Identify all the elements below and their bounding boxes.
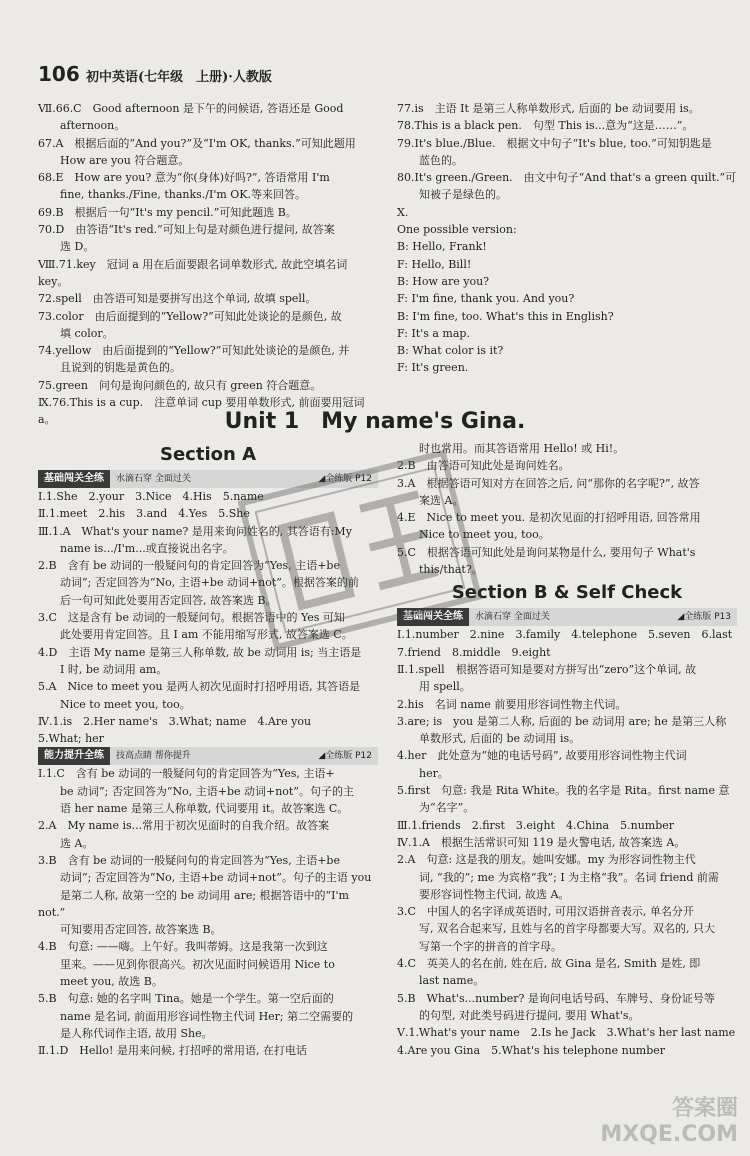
answer-line: 67.A 根据后面的“And you?”及“I'm OK, thanks.”可知此题用 <box>38 136 356 150</box>
answer-line: F: Hello, Bill! <box>397 257 472 271</box>
answer-line: afternoon。 <box>38 119 126 133</box>
answer-line: Ⅰ.1.C 含有 be 动词的一般疑问句的肯定回答为“Yes, 主语+ <box>38 767 335 781</box>
answer-line: B: Hello, Frank! <box>397 240 487 254</box>
answer-line: 选 D。 <box>38 240 95 254</box>
answer-line: Ⅰ.1.number 2.nine 3.family 4.telephone 5.seven 6.last <box>397 628 733 642</box>
answer-line: 77.is 主语 It 是第三人称单数形式, 后面的 be 动词要用 is。 <box>397 102 700 115</box>
answer-line: 4.B 句意: ——嗨。上午好。我叫蒂姆。这是我第一次到这 <box>38 940 328 954</box>
answer-line: 4.E Nice to meet you. 是初次见面的打招呼用语, 回答常用 <box>397 511 701 525</box>
section-a-heading: Section A <box>160 444 256 465</box>
answer-line: 要形容词性物主代词, 故选 A。 <box>397 887 570 901</box>
answer-line: 74.yellow 由后面提到的“Yellow?”可知此处谈论的是颜色, 并 <box>38 344 350 358</box>
answer-line: B: What color is it? <box>397 344 504 358</box>
answer-line: 动词”; 否定回答为“No, 主语+be 动词+not”。根据答案的前 <box>38 576 359 590</box>
answer-line: 可知要用否定回答, 故答案选 B。 <box>38 923 222 937</box>
answer-line: Ⅲ.1.A What's your name? 是用来询问姓名的, 其答语有:My <box>38 524 352 538</box>
answer-line: 2.B 含有 be 动词的一般疑问句的肯定回答为“Yes, 主语+be <box>38 559 340 573</box>
answer-line: 此处要用肯定回答。且 I am 不能用缩写形式, 故答案选 C。 <box>38 628 353 642</box>
answer-line: 为“名字”。 <box>397 801 475 815</box>
page-number: 106 <box>38 62 80 86</box>
answer-line: 且说到的钥匙是黄色的。 <box>38 361 181 375</box>
answer-line: 写第一个字的拼音的首字母。 <box>397 939 562 953</box>
answer-line: Ⅳ.1.is 2.Her name's 3.What; name 4.Are you <box>38 714 312 728</box>
answer-line: 的句型, 对此类号码进行提问, 要用 What's。 <box>397 1008 640 1022</box>
answer-line: One possible version: <box>397 223 517 237</box>
answer-line: meet you, 故选 B。 <box>38 975 163 989</box>
answer-line: 2.his 名词 name 前要用形容词性物主代词。 <box>397 697 627 711</box>
answer-line: Ⅱ.1.meet 2.his 3.and 4.Yes 5.She <box>38 507 250 521</box>
answer-line: last name。 <box>397 974 485 988</box>
answer-line: Ⅱ.1.D Hello! 是用来问候, 打招呼的常用语, 在打电话 <box>38 1044 307 1058</box>
answer-line: B: I'm fine, too. What's this in English? <box>397 309 614 323</box>
answer-line: 是人称代词作主语, 故用 She。 <box>38 1026 213 1040</box>
answer-line: name is.../I'm...或直接说出名字。 <box>38 541 234 555</box>
answer-line: 2.A 句意: 这是我的朋友。她叫安娜。my 为形容词性物主代 <box>397 853 696 867</box>
section-b-heading: Section B & Self Check <box>451 582 683 604</box>
answer-line: 79.It's blue./Blue. 根据文中句子“It's blue, too.”可知钥匙是 <box>397 136 712 150</box>
answer-line: 3.are; is you 是第二人称, 后面的 be 动词用 are; he 是第三人称 <box>397 714 727 728</box>
answer-line: 5.B 句意: 她的名字叫 Tina。她是一个学生。第一空后面的 <box>38 992 334 1006</box>
answer-line: 里来。——见到你很高兴。初次见面时问候语用 Nice to <box>38 957 335 971</box>
answer-line: 75.green 问句是询问颜色的, 故只有 green 符合题意。 <box>38 378 322 392</box>
answer-line: 是第二人称, 故第一空的 be 动词用 are; 根据答语中的“I'm not.” <box>38 888 349 919</box>
answer-line: 72.spell 由答语可知是要拼写出这个单词, 故填 spell。 <box>38 292 317 306</box>
answer-line: 动词”; 否定回答为“No, 主语+be 动词+not”。句子的主语 you <box>38 871 372 885</box>
answer-line: 后一句可知此处要用否定回答, 故答案选 B。 <box>38 593 277 607</box>
answer-line: her。 <box>397 766 449 780</box>
answer-line: 80.It's green./Green. 由文中句子“And that's a green quilt.”可 <box>397 171 737 185</box>
answer-line: 写, 双名合起来写, 且姓与名的首字母都要大写。双名的, 只大 <box>397 922 715 936</box>
answer-line: Ⅱ.1.spell 根据答语可知是要对方拼写出“zero”这个单词, 故 <box>397 662 697 676</box>
unit-title: Unit 1 My name's Gina. <box>224 409 526 434</box>
answer-line: Ⅰ.1.She 2.your 3.Nice 4.His 5.name <box>38 490 264 503</box>
answer-line: 时也常用。而其答语常用 Hello! 或 Hi!。 <box>397 442 625 455</box>
answers-top-right <box>397 100 737 377</box>
band-tagline: 水滴石穿 全面过关 <box>110 470 318 488</box>
basic-practice-band-b <box>397 608 737 626</box>
answer-line: 3.B 含有 be 动词的一般疑问句的肯定回答为“Yes, 主语+be <box>38 853 340 867</box>
answer-line: B: How are you? <box>397 274 490 288</box>
answer-line: 5.B What's...number? 是询问电话号码、车牌号、身份证号等 <box>397 991 715 1005</box>
answer-line: F: It's a map. <box>397 326 470 340</box>
answer-line: Ⅶ.66.C Good afternoon 是下午的问候语, 答语还是 Good <box>38 102 344 115</box>
answer-line: be 动词”; 否定回答为“No, 主语+be 动词+not”。句子的主 <box>38 784 354 798</box>
answer-line: 73.color 由后面提到的“Yellow?”可知此处谈论的是颜色, 故 <box>38 309 342 323</box>
answer-line: Ⅳ.1.A 根据生活常识可知 119 是火警电话, 故答案选 A。 <box>397 835 686 849</box>
answer-line: Nice to meet you, too。 <box>397 528 550 542</box>
answer-line: 4.C 英美人的名在前, 姓在后, 故 Gina 是名, Smith 是姓, 即 <box>397 957 701 971</box>
answer-line: Ⅸ.76.This is a cup. 注意单词 cup 要用单数形式, 前面要用冠词 a。 <box>38 396 365 427</box>
answer-line: 5.first 句意: 我是 Rita White。我的名字是 Rita。first name 意 <box>397 784 730 798</box>
band-tagline: 水滴石穿 全面过关 <box>469 608 677 626</box>
answer-line: 3.A 根据答语可知对方在回答之后, 问“那你的名字呢?”, 故答 <box>397 476 700 490</box>
answer-line: 5.C 根据答语可知此处是询问某物是什么, 要用句子 What's <box>397 545 696 559</box>
answer-line: F: I'm fine, thank you. And you? <box>397 292 575 306</box>
answer-line: 78.This is a black pen. 句型 This is...意为“这是……”。 <box>397 119 694 133</box>
book-title: 初中英语(七年级 上册)·人教版 <box>86 70 272 85</box>
band-label: 能力提升全练 <box>38 747 110 765</box>
band-ref: ◢全练版 P13 <box>677 608 737 626</box>
answer-line: I 时, be 动词用 am。 <box>38 662 168 676</box>
watermark <box>600 1096 738 1148</box>
answer-line: 4.D 主语 My name 是第三人称单数, 故 be 动词用 is; 当主语是 <box>38 645 362 659</box>
band-ref: ◢全练版 P12 <box>318 747 378 765</box>
answer-line: 4.her 此处意为“她的电话号码”, 故要用形容词性物主代词 <box>397 749 687 763</box>
answer-line: 蓝色的。 <box>397 153 463 167</box>
watermark-line1: 答案圈 <box>671 1096 738 1121</box>
answer-line: 知被子是绿色的。 <box>397 188 507 202</box>
answers-top-left <box>38 100 378 429</box>
answer-line: F: It's green. <box>397 361 469 375</box>
answer-line: 2.B 由答语可知此处是询问姓名。 <box>397 459 570 473</box>
answer-line: 7.friend 8.middle 9.eight <box>397 645 551 659</box>
band-label: 基础闯关全练 <box>397 608 469 626</box>
answer-line: this/that?。 <box>397 563 483 577</box>
answer-line: 2.A My name is...常用于初次见面时的自我介绍。故答案 <box>38 819 330 833</box>
answer-line: 语 her name 是第三人称单数, 代词要用 it。故答案选 C。 <box>38 802 349 816</box>
answer-line: 选 A。 <box>38 836 94 850</box>
answer-line: 用 spell。 <box>397 680 471 694</box>
answer-line: Ⅲ.1.friends 2.first 3.eight 4.China 5.number <box>397 818 675 832</box>
answer-line: How are you 符合题意。 <box>38 153 190 167</box>
answer-line: fine, thanks./Fine, thanks./I'm OK.等来回答。 <box>38 188 307 202</box>
band-label: 基础闯关全练 <box>38 470 110 488</box>
band-ref: ◢全练版 P12 <box>318 470 378 488</box>
answer-line: 69.B 根据后一句“It's my pencil.”可知此题选 B。 <box>38 205 297 219</box>
answer-line: 词, “我的”; me 为宾格“我”; I 为主格“我”。名词 friend 前需 <box>397 870 719 884</box>
band-tagline: 技高点睛 帮你提升 <box>110 747 318 765</box>
answer-line: 70.D 由答语“It's red.”可知上句是对颜色进行提问, 故答案 <box>38 223 335 237</box>
advanced-answers <box>38 765 378 1059</box>
watermark-line2: MXQE.COM <box>600 1122 738 1147</box>
answer-line: name 是名词, 前面用形容词性物主代词 Her; 第二空需要的 <box>38 1009 354 1023</box>
answer-line: 3.C 这是含有 be 动词的一般疑问句。根据答语中的 Yes 可知 <box>38 611 345 625</box>
advanced-practice-band <box>38 747 378 765</box>
answer-line: Ⅴ.1.What's your name 2.Is he Jack 3.What's her last name <box>397 1026 736 1040</box>
answer-line: 4.Are you Gina 5.What's his telephone number <box>397 1043 666 1057</box>
answer-line: 5.What; her <box>38 732 104 746</box>
answer-line: 3.C 中国人的名字译成英语时, 可用汉语拼音表示, 单名分开 <box>397 905 694 919</box>
answer-line: Ⅹ. <box>397 205 409 219</box>
answer-line: 填 color。 <box>38 326 114 340</box>
answer-line: Nice to meet you, too。 <box>38 697 191 711</box>
answer-line: Ⅷ.71.key 冠词 a 用在后面要跟名词单数形式, 故此空填名词 key。 <box>38 257 348 288</box>
answer-line: 案选 A。 <box>397 493 464 507</box>
section-b-answers <box>397 626 737 1058</box>
answer-line: 单数形式, 后面的 be 动词用 is。 <box>397 732 581 746</box>
answer-line: 5.A Nice to meet you 是两人初次见面时打招呼用语, 其答语是 <box>38 680 361 694</box>
answer-line: 68.E How are you? 意为“你(身体)好吗?”, 答语常用 I'm <box>38 171 330 185</box>
